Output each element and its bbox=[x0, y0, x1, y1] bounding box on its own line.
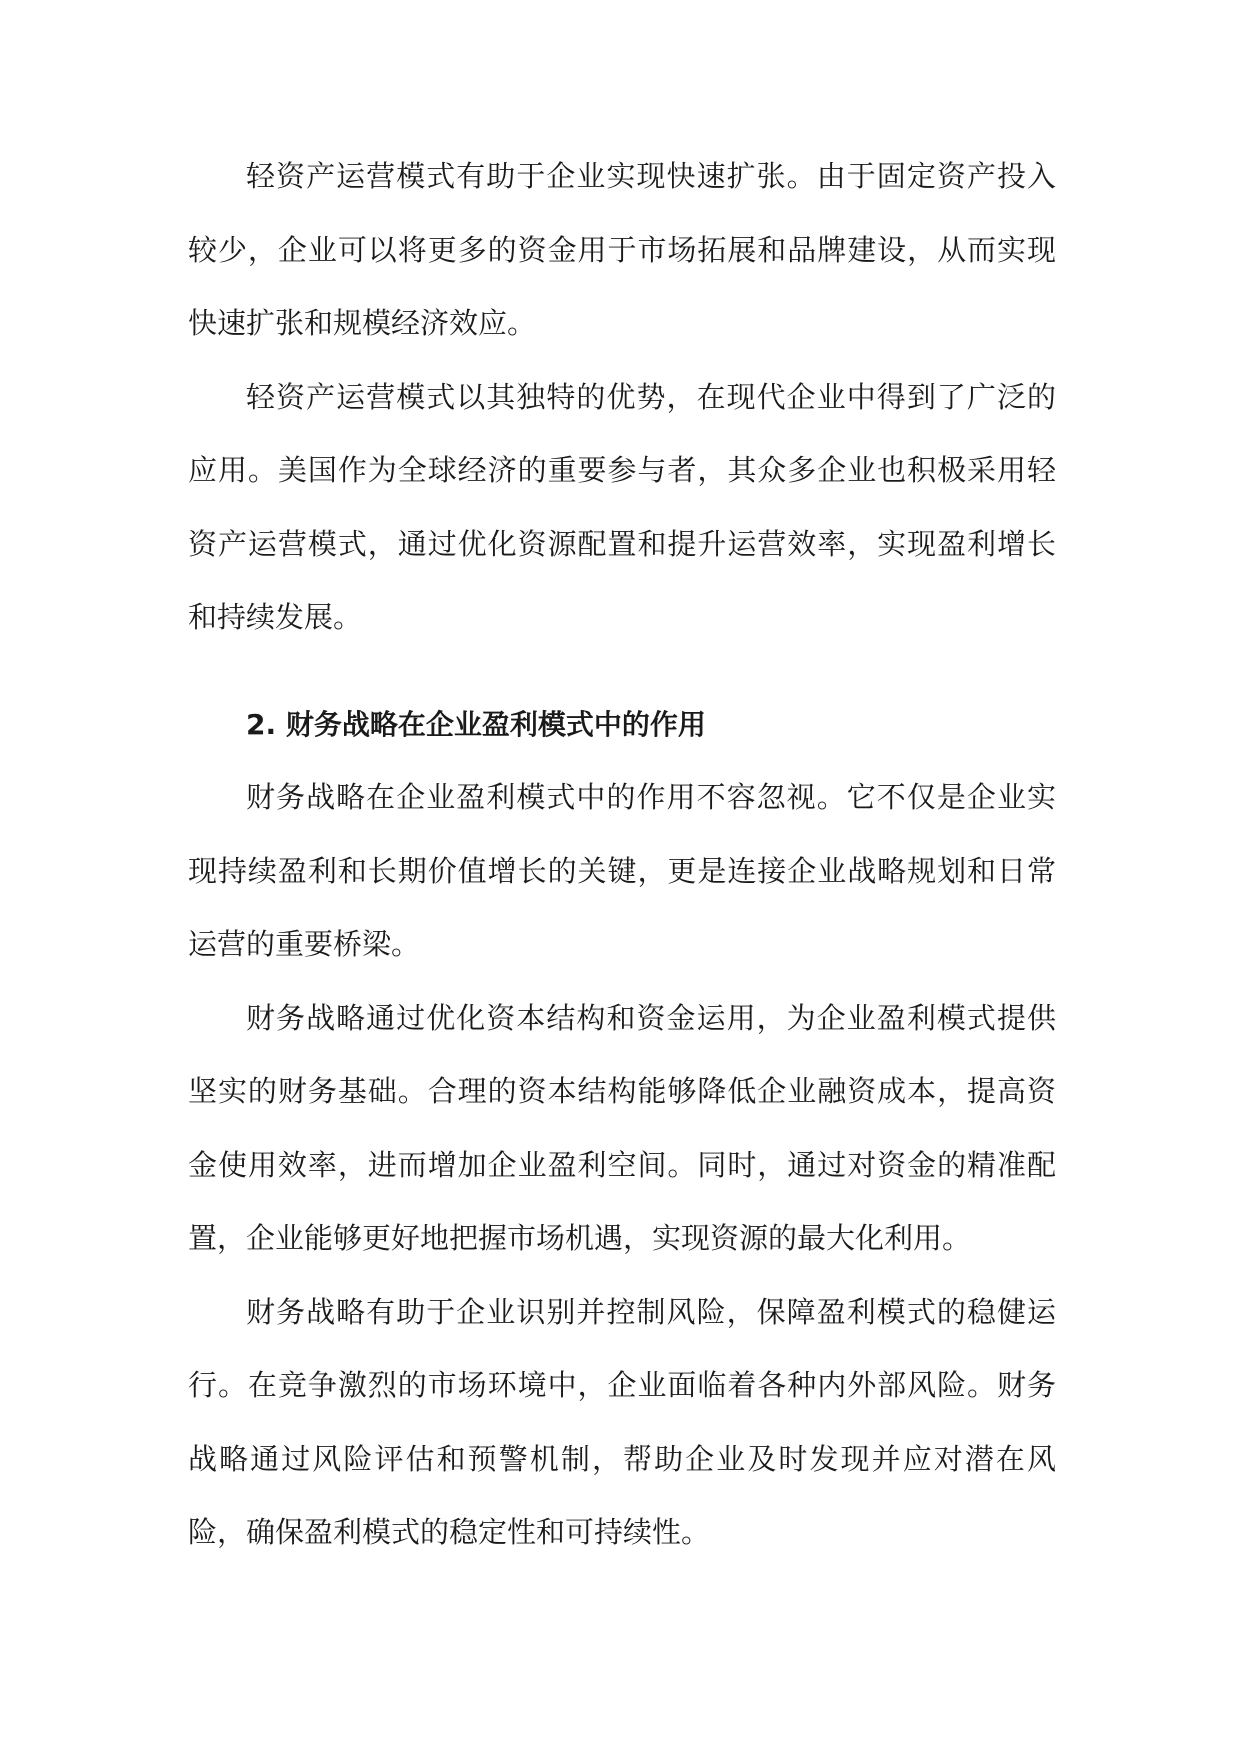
paragraph-financial-strategy-role: 财务战略在企业盈利模式中的作用不容忽视。它不仅是企业实现持续盈利和长期价值增长的关键，更是连接企业战略规划和日常运营的重要桥梁。 bbox=[188, 780, 1056, 961]
paragraph-light-asset-application: 轻资产运营模式以其独特的优势，在现代企业中得到了广泛的应用。美国作为全球经济的重要参与者，其众多企业也积极采用轻资产运营模式，通过优化资源配置和提升运营效率，实现盈利增长和持续发展。 bbox=[188, 379, 1056, 634]
section-heading: 2. 财务战略在企业盈利模式中的作用 bbox=[246, 707, 706, 741]
paragraph-capital-structure: 财务战略通过优化资本结构和资金运用，为企业盈利模式提供坚实的财务基础。合理的资本结构能够降低企业融资成本，提高资金使用效率，进而增加企业盈利空间。同时，通过对资金的精准配置，企业能够更好地把握市场机遇，实现资源的最大化利用。 bbox=[188, 1000, 1056, 1255]
paragraph-light-asset-expansion: 轻资产运营模式有助于企业实现快速扩张。由于固定资产投入较少，企业可以将更多的资金用于市场拓展和品牌建设，从而实现快速扩张和规模经济效应。 bbox=[188, 159, 1056, 340]
document-body bbox=[188, 140, 1056, 1570]
paragraph-risk-control: 财务战略有助于企业识别并控制风险，保障盈利模式的稳健运行。在竞争激烈的市场环境中，企业面临着各种内外部风险。财务战略通过风险评估和预警机制，帮助企业及时发现并应对潜在风险，确保盈利模式的稳定性和可持续性。 bbox=[188, 1294, 1056, 1549]
